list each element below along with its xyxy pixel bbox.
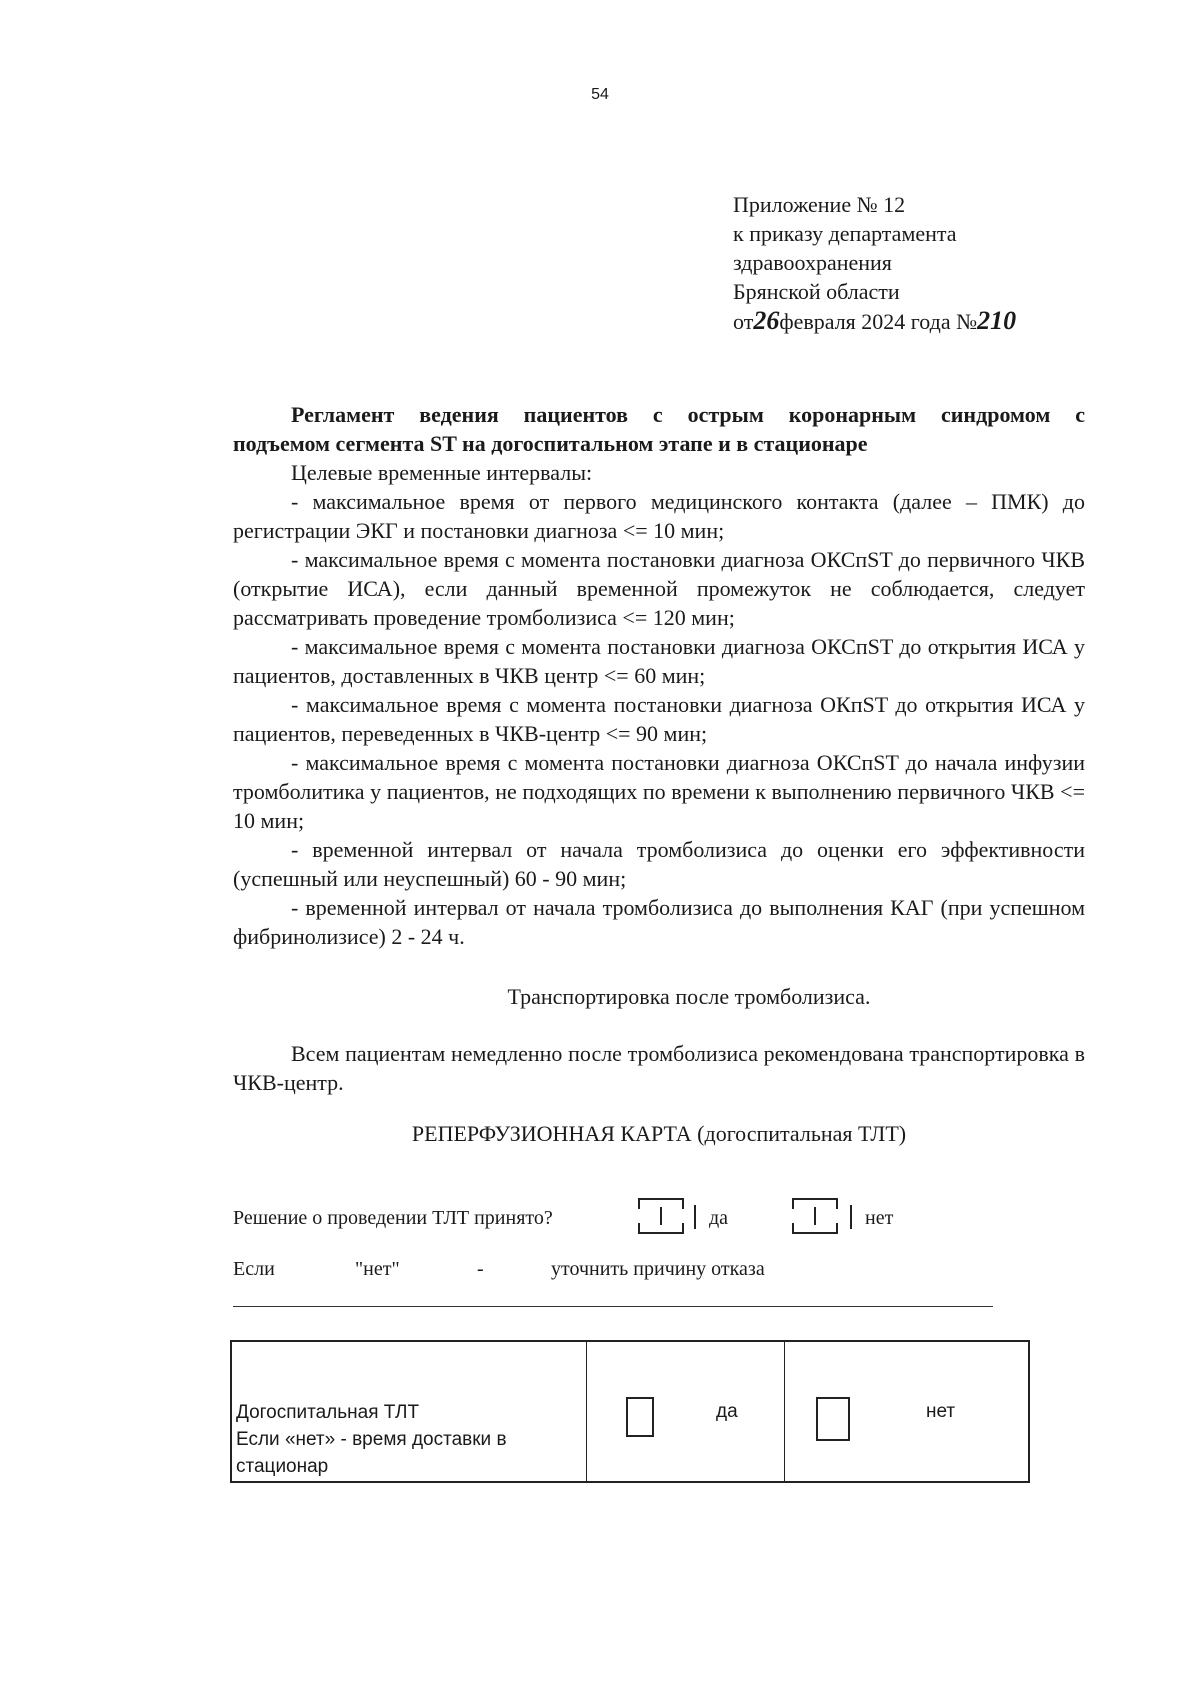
dash: - — [477, 1258, 484, 1280]
decision-row — [233, 1197, 933, 1237]
no-checkbox[interactable] — [816, 1397, 850, 1441]
document-title-line: подъемом сегмента ST на догоспитальном этапе и в стационаре — [233, 431, 868, 456]
table-no-label: нет — [926, 1401, 956, 1422]
date-middle: февраля 2024 года № — [779, 309, 978, 334]
table-yes-label: да — [716, 1401, 738, 1422]
intervals-heading: Целевые временные интервалы: — [291, 460, 593, 485]
handwritten-order-number: 210 — [977, 306, 1017, 335]
reperfusion-card-title: РЕПЕРФУЗИОННАЯ КАРТА (догоспитальная ТЛТ) — [411, 1121, 907, 1146]
bracket-divider — [691, 1197, 701, 1235]
appendix-line: Брянской области — [733, 279, 900, 304]
decision-question: Решение о проведении ТЛТ принято? — [233, 1207, 553, 1229]
interval-item: - максимальное время с момента постановки диагноза ОКпST до открытия ИСА у пациентов, переведенных в ЧКВ-центр <= 90 мин; — [233, 692, 1085, 746]
document-body — [233, 400, 1085, 1148]
table-label-cell — [232, 1342, 587, 1481]
table-label-line: Если «нет» - время доставки в — [236, 1429, 507, 1450]
refusal-reason-field[interactable] — [233, 1306, 993, 1307]
table-label-line: стационар — [236, 1456, 329, 1477]
table-yes-cell — [587, 1342, 785, 1481]
page-number: 54 — [591, 86, 609, 103]
interval-item: - временной интервал от начала тромболизиса до выполнения КАГ (при успешном фибринолизисе) 2 - 24 ч. — [233, 895, 1085, 949]
no-checkbox[interactable] — [789, 1197, 843, 1235]
refusal-reason-row — [233, 1258, 833, 1288]
transport-text: Всем пациентам немедленно после тромболизиса рекомендована транспортировка в ЧКВ-центр. — [233, 1041, 1085, 1095]
prehospital-tlt-table — [230, 1340, 1030, 1483]
yes-checkbox[interactable] — [626, 1397, 654, 1437]
if-word: Если — [233, 1258, 275, 1280]
transport-heading: Транспортировка после тромболизиса. — [507, 984, 871, 1009]
appendix-line: Приложение № 12 — [733, 192, 906, 217]
handwritten-day: 26 — [753, 306, 780, 335]
appendix-date-line — [733, 306, 1153, 336]
interval-item: - максимальное время с момента постановки диагноза ОКСпST до начала инфузии тромболитика у пациентов, не подходящих по времени к выполнению первичного ЧКВ <= 10 мин; — [233, 750, 1085, 833]
interval-item: - максимальное время с момента постановки диагноза ОКСпST до первичного ЧКВ (открытие ИСА), если данный временной промежуток не соблюдается, следует рассматривать проведение тромболизиса <= 120 мин; — [233, 547, 1085, 630]
decision-no-label: нет — [865, 1207, 894, 1229]
appendix-line: здравоохранения — [733, 250, 892, 275]
table-no-cell — [785, 1342, 1028, 1481]
specify-reason-text: уточнить причину отказа — [551, 1258, 765, 1280]
yes-checkbox[interactable] — [635, 1197, 689, 1235]
no-quote: "нет" — [355, 1258, 400, 1280]
appendix-header — [733, 190, 1153, 336]
decision-yes-label: да — [709, 1207, 729, 1229]
date-prefix: от — [733, 309, 754, 334]
interval-item: - максимальное время от первого медицинского контакта (далее – ПМК) до регистрации ЭКГ и постановки диагноза <= 10 мин; — [233, 489, 1085, 543]
table-label-line: Догоспитальная ТЛТ — [236, 1402, 420, 1423]
interval-item: - максимальное время с момента постановки диагноза ОКСпST до открытия ИСА у пациентов, доставленных в ЧКВ центр <= 60 мин; — [233, 634, 1085, 688]
appendix-line: к приказу департамента — [733, 221, 957, 246]
bracket-divider — [847, 1197, 857, 1235]
document-title-line: Регламент ведения пациентов с острым коронарным синдромом с — [291, 402, 1085, 427]
interval-item: - временной интервал от начала тромболизиса до оценки его эффективности (успешный или неуспешный) 60 - 90 мин; — [233, 837, 1085, 891]
